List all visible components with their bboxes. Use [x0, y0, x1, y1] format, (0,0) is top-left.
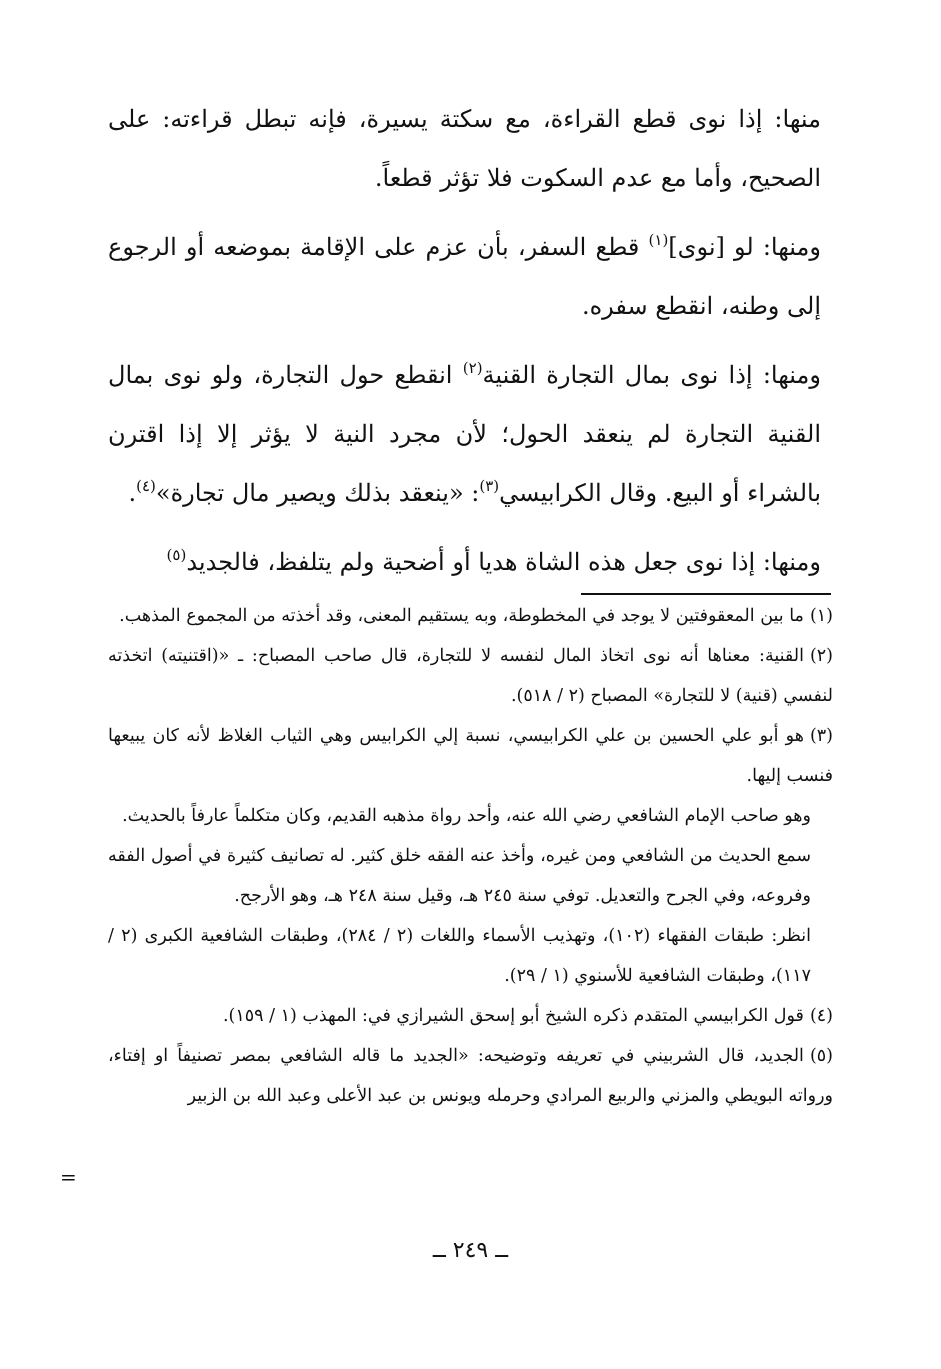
- footnote-3: [108, 716, 833, 796]
- paragraph-2: [108, 218, 821, 336]
- footnote-1: [108, 596, 833, 636]
- footnote-ref-4: (٤): [136, 477, 156, 495]
- footnote-2-number: (٢): [809, 646, 833, 666]
- footnote-5-text: الجديد، قال الشربيني في تعريفه وتوضيحه: «الجديد ما قاله الشافعي بمصر تصنيفاً او إفتاء، ورواته البويطي والمزني والربيع المرادي وحرمله ويونس بن عبد الأعلى وعبد الله بن الزبير: [108, 1046, 833, 1106]
- footnote-2: [108, 636, 833, 716]
- footnote-5: [108, 1036, 833, 1116]
- footnote-3-continued-1: وهو صاحب الإمام الشافعي رضي الله عنه، وأحد رواة مذهبه القديم، وكان متكلماً عارفاً بالحديث.: [122, 806, 811, 826]
- paragraph-3-text-d: .: [128, 479, 137, 507]
- main-text: [108, 90, 821, 602]
- footnote-3-continued-2: سمع الحديث من الشافعي ومن غيره، وأخذ عنه الفقه خلق كثير. له تصانيف كثيرة في أصول الفقه وفروعه، وفي الجرح والتعديل. توفي سنة ٢٤٥ هـ، وقيل سنة ٢٤٨ هـ، وهو الأرجح.: [108, 846, 811, 906]
- footnote-3-sources: انظر: طبقات الفقهاء (١٠٢)، وتهذيب الأسماء واللغات (٢ / ٢٨٤)، وطبقات الشافعية الكبرى (٢ / ١١٧)، وطبقات الشافعية للأسنوي (١ / ٢٩).: [108, 926, 811, 986]
- footnote-ref-5: (٥): [166, 546, 187, 564]
- paragraph-2-text-b: قطع السفر، بأن عزم على الإقامة بموضعه أو الرجوع إلى وطنه، انقطع سفره.: [108, 233, 821, 320]
- footnote-4-number: (٤): [809, 1006, 833, 1026]
- paragraph-1-text: منها: إذا نوى قطع القراءة، مع سكتة يسيرة، فإنه تبطل قراءته: على الصحيح، وأما مع عدم السكوت فلا تؤثر قطعاً.: [108, 105, 821, 192]
- paragraph-3: [108, 346, 821, 523]
- footnote-4: [108, 996, 833, 1036]
- continuation-mark: =: [60, 1165, 77, 1189]
- footnote-3-text-a: هو أبو علي الحسين بن علي الكرابيسي، نسبة إلي الكرابيس وهي الثياب الغلاظ لأنه كان يبيعها فنسب إليها.: [108, 726, 833, 786]
- footnote-ref-2: (٢): [462, 359, 483, 377]
- paragraph-3-text-c: : «ينعقد بذلك ويصير مال تجارة»: [155, 479, 480, 507]
- paragraph-1: [108, 90, 821, 208]
- footnote-1-text: ما بين المعقوفتين لا يوجد في المخطوطة، وبه يستقيم المعنى، وقد أخذته من المجموع المذهب.: [119, 606, 804, 626]
- paragraph-4-text: ومنها: إذا نوى جعل هذه الشاة هديا أو أضحية ولم يتلفظ، فالجديد: [186, 548, 821, 576]
- paragraph-3-text-a: ومنها: إذا نوى بمال التجارة القنية: [482, 361, 821, 389]
- footnote-2-text: القنية: معناها أنه نوى اتخاذ المال لنفسه لا للتجارة، قال صاحب المصباح: ـ «(اقتنيته) اتخذته لنفسي (قنية) لا للتجارة» المصباح (٢ / ٥١٨).: [108, 646, 833, 706]
- footnote-ref-1: (١): [648, 231, 669, 249]
- footnote-ref-3: (٣): [479, 477, 500, 495]
- paragraph-3-text-b: انقطع حول التجارة، ولو نوى بمال القنية التجارة لم ينعقد الحول؛ لأن مجرد النية لا يؤثر إلا إذا اقترن بالشراء أو البيع. وقال الكرابيسي: [108, 361, 821, 507]
- footnotes: [108, 596, 833, 1116]
- footnote-5-number: (٥): [809, 1046, 833, 1066]
- paragraph-2-text-a: ومنها: لو [نوى]: [668, 233, 821, 261]
- footnote-1-number: (١): [809, 606, 833, 626]
- footnote-3-number: (٣): [809, 726, 833, 746]
- footnote-4-text: قول الكرابيسي المتقدم ذكره الشيخ أبو إسحق الشيرازي في: المهذب (١ / ١٥٩).: [222, 1006, 804, 1026]
- footnote-separator: [581, 593, 831, 595]
- page-number: ــ ٢٤٩ ــ: [432, 1238, 509, 1263]
- paragraph-4: [108, 533, 821, 592]
